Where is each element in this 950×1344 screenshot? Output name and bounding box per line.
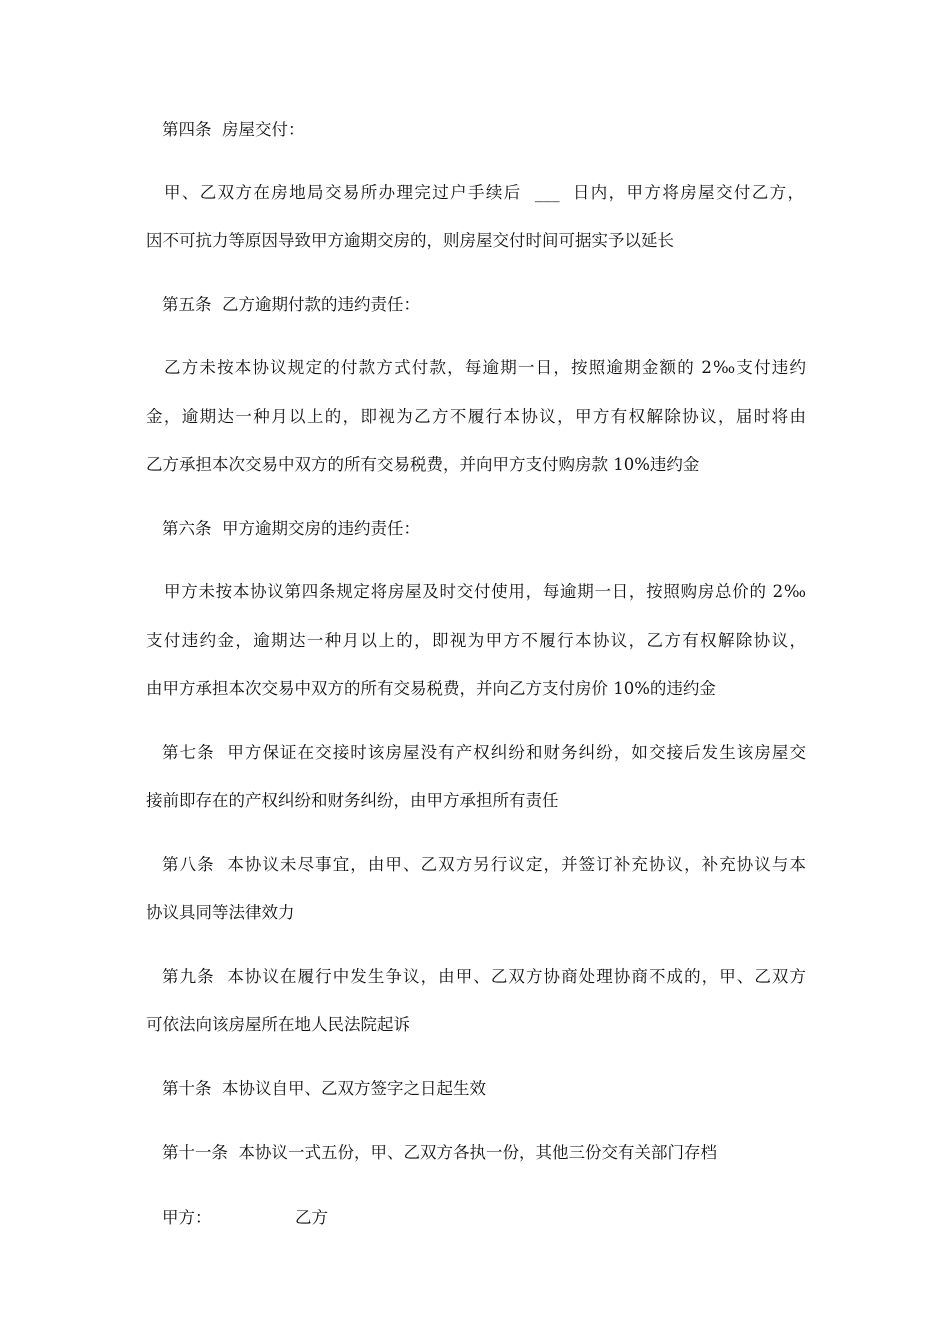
- article-7-line-1: 第七条 甲方保证在交接时该房屋没有产权纠纷和财务纠纷，如交接后发生该房屋交: [162, 743, 806, 762]
- article-5-text-line-3: 乙方承担本次交易中双方的所有交易税费，并向甲方支付购房款 10%违约金: [146, 455, 700, 474]
- article-5-text-line-2: 金，逾期达一种月以上的，即视为乙方不履行本协议，甲方有权解除协议，届时将由: [146, 407, 806, 426]
- article-5-text-line-1: 乙方未按本协议规定的付款方式付款，每逾期一日，按照逾期金额的 2‰支付违约: [164, 358, 806, 377]
- article-6-text-line-1: 甲方未按本协议第四条规定将房屋及时交付使用，每逾期一日，按照购房总价的 2‰: [164, 582, 806, 601]
- party-b-signature-label: 乙方: [295, 1208, 328, 1227]
- article-5-heading: 第五条 乙方逾期付款的违约责任：: [162, 295, 420, 314]
- article-8-line-2: 协议具同等法律效力: [146, 903, 295, 922]
- article-4-heading: 第四条 房屋交付：: [162, 120, 305, 139]
- article-6-text-line-3: 由甲方承担本次交易中双方的所有交易税费，并向乙方支付房价 10%的违约金: [146, 679, 716, 698]
- article-11-text: 第十一条 本协议一式五份，甲、乙双方各执一份，其他三份交有关部门存档: [162, 1143, 717, 1162]
- article-4-text-line-1: 甲、乙双方在房地局交易所办理完过户手续后 ___ 日内，甲方将房屋交付乙方，: [164, 183, 804, 202]
- article-6-heading: 第六条 甲方逾期交房的违约责任：: [162, 519, 420, 538]
- article-6-text-line-2: 支付违约金，逾期达一种月以上的，即视为甲方不履行本协议，乙方有权解除协议，: [146, 631, 806, 650]
- article-9-line-1: 第九条 本协议在履行中发生争议，由甲、乙双方协商处理协商不成的，甲、乙双方: [162, 967, 806, 986]
- article-10-text: 第十条 本协议自甲、乙双方签字之日起生效: [162, 1079, 486, 1098]
- party-a-signature-label: 甲方：: [162, 1208, 212, 1227]
- article-9-line-2: 可依法向该房屋所在地人民法院起诉: [146, 1015, 410, 1034]
- article-7-line-2: 接前即存在的产权纠纷和财务纠纷，由甲方承担所有责任: [146, 791, 559, 810]
- article-8-line-1: 第八条 本协议未尽事宜，由甲、乙双方另行议定，并签订补充协议，补充协议与本: [162, 855, 806, 874]
- article-4-text-line-2: 因不可抗力等原因导致甲方逾期交房的，则房屋交付时间可据实予以延长: [146, 231, 674, 250]
